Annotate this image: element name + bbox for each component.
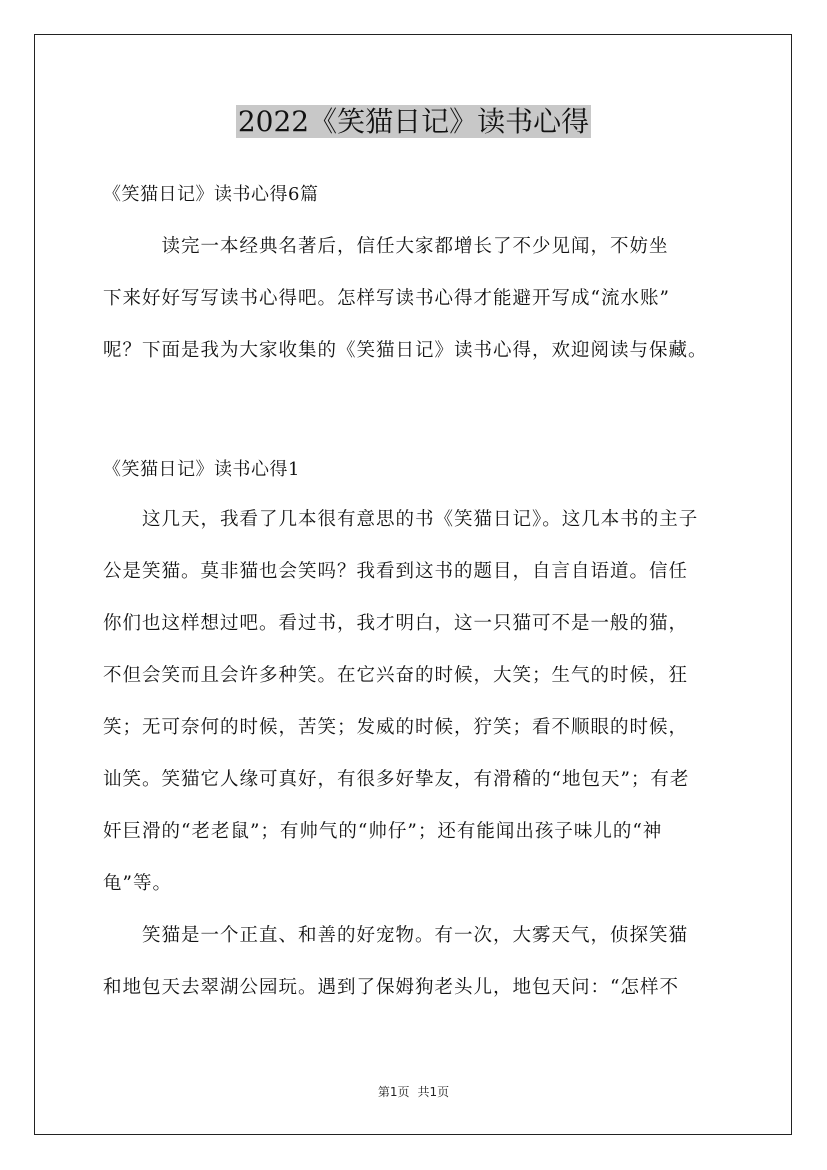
body-line: 不但会笑而且会许多种笑。在它兴奋的时候，大笑；生气的时候，狂 <box>103 665 689 686</box>
section-heading: 《笑猫日记》读书心得1 <box>103 459 300 480</box>
intro-line: 读完一本经典名著后，信任大家都增长了不少见闻，不妨坐 <box>103 236 669 257</box>
body-text <box>103 494 725 1014</box>
page-number: 第1页 <box>377 1085 410 1099</box>
intro-paragraph <box>103 221 725 377</box>
body-line: 笑猫是一个正直、和善的好宠物。有一次，大雾天气，侦探笑猫 <box>103 925 689 946</box>
body-line: 公是笑猫。莫非猫也会笑吗？我看到这书的题目，自言自语道。信任 <box>103 561 689 582</box>
body-line: 这几天，我看了几本很有意思的书《笑猫日记》。这几本书的主子 <box>103 509 699 530</box>
body-line: 和地包天去翠湖公园玩。遇到了保姆狗老头儿，地包天问：“怎样不 <box>103 977 679 998</box>
body-line: 奸巨滑的“老老鼠”；有帅气的“帅仔”；还有能闻出孩子味儿的“神 <box>103 821 663 842</box>
intro-line: 呢？下面是我为大家收集的《笑猫日记》读书心得，欢迎阅读与保藏。 <box>103 340 708 361</box>
document-title: 2022《笑猫日记》读书心得 <box>237 105 590 138</box>
body-line: 讪笑。笑猫它人缘可真好，有很多好挚友，有滑稽的“地包天”；有老 <box>103 769 690 790</box>
body-line: 你们也这样想过吧。看过书，我才明白，这一只猫可不是一般的猫， <box>103 613 689 634</box>
body-line: 龟”等。 <box>103 873 172 894</box>
page-total: 共1页 <box>417 1085 450 1099</box>
intro-line: 下来好好写写读书心得吧。怎样写读书心得才能避开写成“流水账” <box>103 288 670 309</box>
document-subtitle: 《笑猫日记》读书心得6篇 <box>103 184 319 205</box>
body-line: 笑；无可奈何的时候，苦笑；发威的时候，狞笑；看不顺眼的时候， <box>103 717 689 738</box>
page-footer <box>0 1083 827 1100</box>
